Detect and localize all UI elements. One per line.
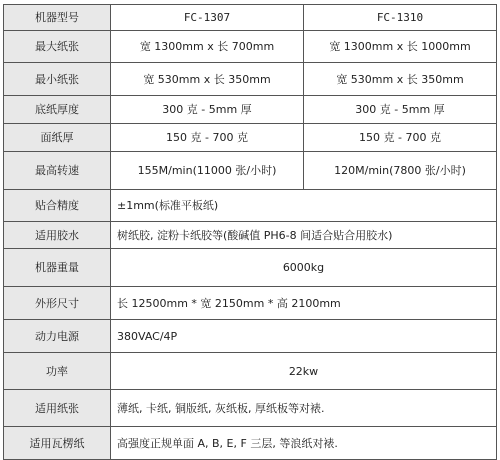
row-label: 机器型号	[4, 5, 111, 31]
row-label: 最高转速	[4, 152, 111, 190]
table-row	[4, 249, 497, 287]
row-label: 功率	[4, 353, 111, 390]
table-row	[4, 222, 497, 249]
row-label: 适用胶水	[4, 222, 111, 249]
cell-value: 22kw	[111, 353, 497, 390]
table-row	[4, 353, 497, 390]
row-label: 面纸厚	[4, 124, 111, 152]
row-label: 适用瓦楞纸	[4, 427, 111, 460]
spec-table	[3, 4, 497, 460]
table-row-model	[4, 5, 497, 31]
table-row	[4, 124, 497, 152]
cell-value: 宽 1300mm x 长 700mm	[111, 31, 304, 63]
row-label: 最大纸张	[4, 31, 111, 63]
model-fc1310: FC-1310	[304, 5, 497, 31]
table-row	[4, 390, 497, 427]
cell-value: 380VAC/4P	[111, 320, 497, 353]
table-row	[4, 190, 497, 222]
cell-value: 宽 1300mm x 长 1000mm	[304, 31, 497, 63]
cell-value: 6000kg	[111, 249, 497, 287]
cell-value: 120M/min(7800 张/小时)	[304, 152, 497, 190]
cell-value: 155M/min(11000 张/小时)	[111, 152, 304, 190]
row-label: 机器重量	[4, 249, 111, 287]
table-row	[4, 427, 497, 460]
row-label: 最小纸张	[4, 63, 111, 96]
cell-value: 300 克 - 5mm 厚	[111, 96, 304, 124]
row-label: 贴合精度	[4, 190, 111, 222]
cell-value: 树纸胶, 淀粉卡纸胶等(酸碱值 PH6-8 间适合贴合用胶水)	[111, 222, 497, 249]
table-row	[4, 152, 497, 190]
table-row	[4, 320, 497, 353]
cell-value: 150 克 - 700 克	[111, 124, 304, 152]
cell-value: ±1mm(标准平板纸)	[111, 190, 497, 222]
cell-value: 150 克 - 700 克	[304, 124, 497, 152]
cell-value: 宽 530mm x 长 350mm	[304, 63, 497, 96]
row-label: 底纸厚度	[4, 96, 111, 124]
cell-value: 宽 530mm x 长 350mm	[111, 63, 304, 96]
row-label: 动力电源	[4, 320, 111, 353]
row-label: 适用纸张	[4, 390, 111, 427]
cell-value: 薄纸, 卡纸, 铜版纸, 灰纸板, 厚纸板等对裱.	[111, 390, 497, 427]
cell-value: 长 12500mm * 宽 2150mm * 高 2100mm	[111, 287, 497, 320]
model-fc1307: FC-1307	[111, 5, 304, 31]
row-label: 外形尺寸	[4, 287, 111, 320]
table-row	[4, 31, 497, 63]
table-row	[4, 287, 497, 320]
table-row	[4, 63, 497, 96]
table-row	[4, 96, 497, 124]
cell-value: 高强度正规单面 A, B, E, F 三层, 等浪纸对裱.	[111, 427, 497, 460]
cell-value: 300 克 - 5mm 厚	[304, 96, 497, 124]
